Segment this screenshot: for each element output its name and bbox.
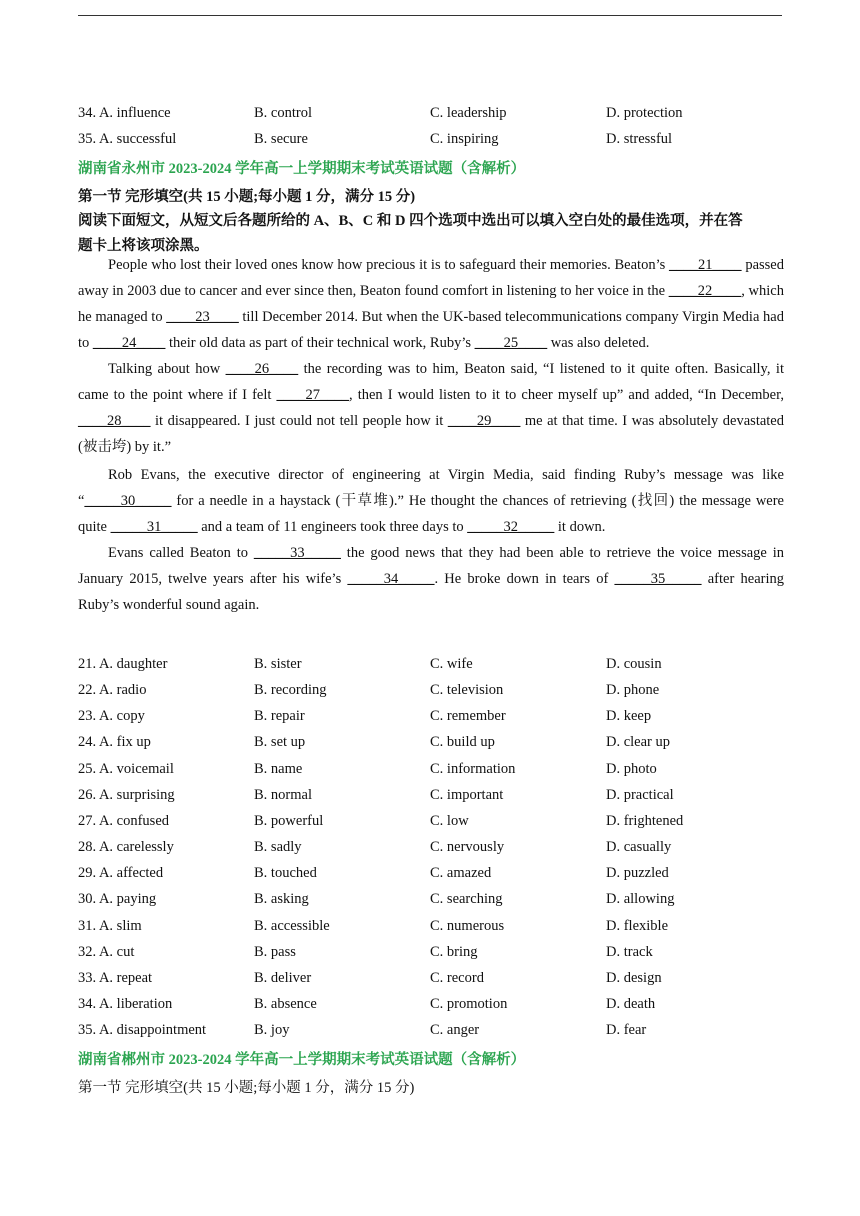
blank-24: ____24____ [92, 335, 166, 351]
option-b: B. accessible [254, 917, 330, 934]
option-b: B. deliver [254, 969, 312, 986]
option-b: B. repair [254, 708, 305, 725]
instruction-line-2: 题卡上将该项涂黑。 [78, 238, 209, 254]
option-row [78, 677, 784, 703]
option-question: 34. A. influence [78, 105, 171, 121]
option-b: B. name [254, 760, 303, 777]
option-question: 33. A. repeat [78, 969, 153, 986]
option-question: 31. A. slim [78, 917, 142, 934]
option-question: 23. A. copy [78, 708, 145, 725]
option-c: C. searching [430, 891, 503, 908]
option-row [78, 756, 784, 782]
option-row [78, 1017, 784, 1043]
option-c: C. leadership [430, 105, 507, 121]
passage [78, 252, 784, 618]
option-question: 27. A. confused [78, 812, 170, 829]
section-source: 湖南省永州市 2023-2024 学年高一上学期期末考试英语试题（含解析） [78, 161, 526, 177]
option-d: D. clear up [606, 734, 671, 751]
blank-27: ____27____ [276, 387, 349, 403]
option-b: B. powerful [254, 812, 324, 829]
header-rule [78, 15, 782, 16]
option-c: C. promotion [430, 995, 508, 1012]
blank-26: ____26____ [225, 361, 299, 377]
option-row [78, 834, 784, 860]
blank-29: ____29____ [447, 413, 521, 429]
option-question: 28. A. carelessly [78, 839, 174, 856]
option-row [78, 651, 784, 677]
option-row [78, 126, 784, 152]
option-c: C. information [430, 760, 516, 777]
option-d: D. puzzled [606, 865, 669, 882]
option-row [78, 782, 784, 808]
blank-33: _____33_____ [253, 545, 341, 561]
option-d: D. death [606, 995, 656, 1012]
option-d: D. fear [606, 1022, 647, 1039]
option-c: C. important [430, 786, 504, 803]
option-row [78, 729, 784, 755]
option-d: D. design [606, 969, 662, 986]
instruction-line-1: 阅读下面短文，从短文后各题所给的 A、B、C 和 D 四个选项中选出可以填入空白处的最佳选项，并在答 [78, 213, 743, 229]
blank-30: _____30_____ [84, 493, 172, 509]
option-b: B. joy [254, 1022, 290, 1039]
option-row [78, 965, 784, 991]
paragraph-1: People who lost their loved ones know how precious it is to safeguard their memories. Beaton’s ____21____ passed away in 2003 due to cancer and ever since then, Beaton found comfort in listening to her voice in the ____22____, which he managed to ____23____ till December 2014. But when the UK-based telecommunications company Virgin Media had to ____24____ their old data as part of their technical work, Ruby’s ____25____ was also deleted. [78, 257, 784, 351]
blank-22: ____22____ [668, 283, 742, 299]
option-b: B. absence [254, 995, 317, 1012]
option-question: 22. A. radio [78, 682, 147, 699]
option-d: D. photo [606, 760, 657, 777]
option-c: C. record [430, 969, 484, 986]
option-b: B. asking [254, 891, 309, 908]
option-question: 35. A. disappointment [78, 1022, 207, 1039]
option-d: D. track [606, 943, 653, 960]
blank-31: _____31_____ [110, 519, 198, 535]
option-question: 30. A. paying [78, 891, 157, 908]
option-row [78, 703, 784, 729]
option-question: 21. A. daughter [78, 656, 168, 672]
option-c: C. amazed [430, 865, 492, 882]
option-question: 25. A. voicemail [78, 760, 174, 777]
option-c: C. numerous [430, 917, 505, 934]
option-c: C. nervously [430, 839, 505, 856]
option-c: C. wife [430, 656, 473, 672]
option-row [78, 860, 784, 886]
section-source: 湖南省郴州市 2023-2024 学年高一上学期期末考试英语试题（含解析） [78, 1052, 526, 1068]
option-b: B. set up [254, 734, 306, 751]
option-row [78, 808, 784, 834]
blank-21: ____21____ [669, 257, 742, 273]
option-b: B. recording [254, 682, 327, 699]
option-row [78, 886, 784, 912]
section-title: 第一节 完形填空(共 15 小题;每小题 1 分，满分 15 分) [78, 189, 416, 205]
option-c: C. inspiring [430, 131, 499, 147]
option-b: B. normal [254, 786, 312, 803]
blank-34: _____34_____ [347, 571, 435, 587]
blank-28: ____28____ [78, 413, 151, 429]
option-b: B. sister [254, 656, 302, 672]
section-title: 第一节 完形填空(共 15 小题;每小题 1 分，满分 15 分) [78, 1080, 415, 1096]
option-row [78, 939, 784, 965]
option-question: 34. A. liberation [78, 995, 173, 1012]
option-c: C. remember [430, 708, 506, 725]
blank-23: ____23____ [166, 309, 239, 325]
paragraph-3: Rob Evans, the executive director of engineering at Virgin Media, said finding Ruby’s message was like “_____30_____ for a needle in a haystack (干草堆).” He thought the chances of retrieving (找回) the message were quite _____31_____ and a team of 11 engineers took three days to _____32_____ it down. [78, 467, 784, 535]
paragraph-4: Evans called Beaton to _____33_____ the good news that they had been able to retrieve the voice message in January 2015, twelve years after his wife’s _____34_____. He broke down in tears of _____35_____ after hearing Ruby’s wonderful sound again. [78, 545, 784, 613]
option-row [78, 991, 784, 1017]
option-d: D. protection [606, 105, 683, 121]
option-d: D. casually [606, 839, 672, 856]
option-b: B. pass [254, 943, 296, 960]
option-d: D. cousin [606, 656, 662, 672]
option-d: D. frightened [606, 812, 684, 829]
option-c: C. television [430, 682, 504, 699]
option-b: B. secure [254, 131, 308, 147]
option-b: B. control [254, 105, 312, 121]
option-d: D. flexible [606, 917, 669, 934]
option-question: 26. A. surprising [78, 786, 175, 803]
option-question: 32. A. cut [78, 943, 135, 960]
option-row [78, 100, 784, 126]
option-question: 29. A. affected [78, 865, 164, 882]
option-d: D. allowing [606, 891, 675, 908]
paragraph-2: Talking about how ____26____ the recording was to him, Beaton said, “I listened to it quite often. Basically, it came to the point where if I felt ____27____, then I would listen to it to cheer myself up” and added, “In December, ____28____ it disappeared. I just could not tell people how it ____29____ me at that time. I was absolutely devastated (被击垮) by it.” [78, 361, 784, 455]
option-b: B. touched [254, 865, 317, 882]
option-c: C. low [430, 812, 469, 829]
blank-25: ____25____ [474, 335, 548, 351]
option-question: 24. A. fix up [78, 734, 151, 751]
blank-35: _____35_____ [614, 571, 702, 587]
option-row [78, 913, 784, 939]
option-d: D. practical [606, 786, 674, 803]
option-c: C. anger [430, 1022, 480, 1039]
option-d: D. keep [606, 708, 652, 725]
option-c: C. build up [430, 734, 495, 751]
option-question: 35. A. successful [78, 131, 177, 147]
option-c: C. bring [430, 943, 478, 960]
blank-32: _____32_____ [467, 519, 555, 535]
option-b: B. sadly [254, 839, 302, 856]
option-d: D. phone [606, 682, 660, 699]
option-d: D. stressful [606, 131, 673, 147]
